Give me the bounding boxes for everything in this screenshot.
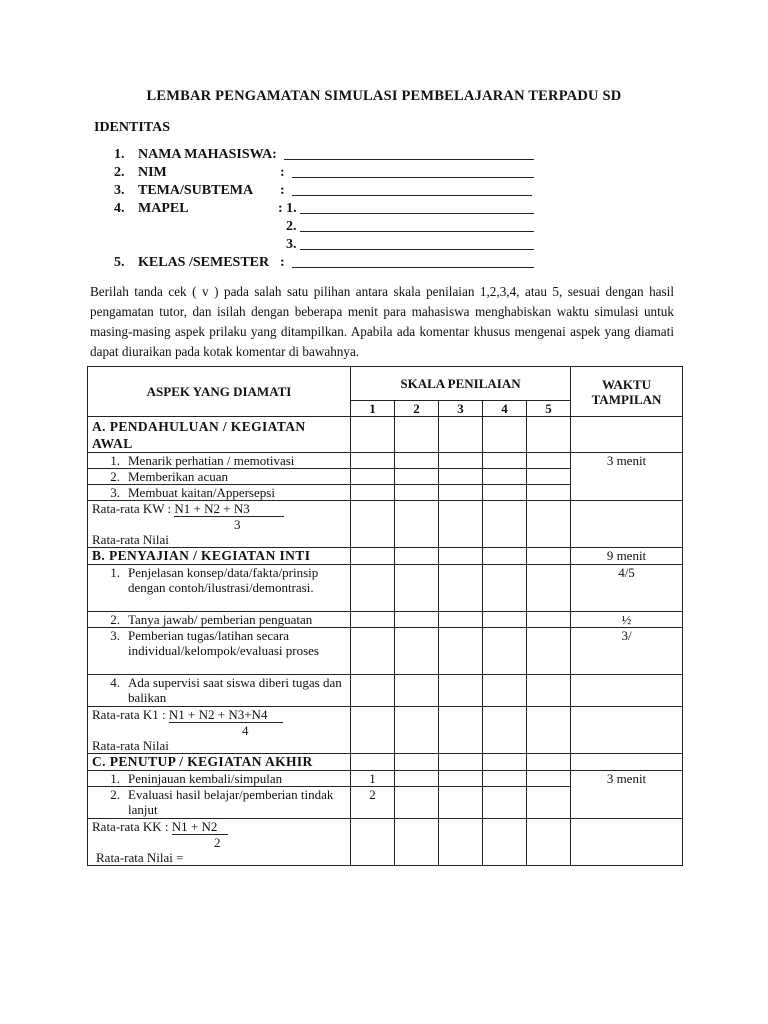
score-cell[interactable]: [351, 675, 395, 707]
waktu-cell[interactable]: [571, 819, 683, 866]
score-cell[interactable]: [439, 675, 483, 707]
score-cell[interactable]: [439, 485, 483, 501]
table-row: 2. Tanya jawab/ pemberian penguatan ½: [88, 612, 683, 628]
score-cell[interactable]: [351, 819, 395, 866]
score-cell[interactable]: [483, 628, 527, 675]
score-cell[interactable]: [351, 548, 395, 565]
score-cell[interactable]: [483, 548, 527, 565]
section-b-waktu[interactable]: 9 menit: [571, 548, 683, 565]
scale-2: 2: [395, 401, 439, 417]
score-cell[interactable]: [483, 754, 527, 771]
header-waktu: WAKTU TAMPILAN: [571, 367, 683, 417]
score-cell[interactable]: [439, 548, 483, 565]
waktu-cell[interactable]: [571, 754, 683, 771]
score-cell[interactable]: [483, 819, 527, 866]
score-cell[interactable]: [483, 612, 527, 628]
mapel-1-field[interactable]: [300, 213, 534, 214]
score-cell[interactable]: [351, 754, 395, 771]
score-cell[interactable]: [439, 453, 483, 469]
score-cell[interactable]: [527, 628, 571, 675]
mapel-3-field[interactable]: [300, 249, 534, 250]
table-row: 2. Memberikan acuan: [88, 469, 683, 485]
score-cell[interactable]: [527, 754, 571, 771]
score-cell[interactable]: [483, 787, 527, 819]
score-cell[interactable]: [351, 612, 395, 628]
score-cell[interactable]: 2: [351, 787, 395, 819]
section-a-row: [88, 417, 683, 453]
score-cell[interactable]: [439, 501, 483, 548]
header-aspek: ASPEK YANG DIAMATI: [88, 367, 351, 417]
section-a-waktu[interactable]: 3 menit: [571, 453, 683, 501]
score-cell[interactable]: [395, 754, 439, 771]
kelas-field[interactable]: [292, 267, 534, 268]
score-cell[interactable]: [395, 675, 439, 707]
score-cell[interactable]: [527, 453, 571, 469]
section-c-rata-rata-row: Rata-rata KK : N1 + N2 2 Rata-rata Nilai =: [88, 819, 683, 866]
section-b-rata-rata-row: Rata-rata K1 : N1 + N2 + N3+N4 4 Rata-rata Nilai: [88, 707, 683, 754]
score-cell[interactable]: [439, 565, 483, 612]
score-cell[interactable]: [439, 787, 483, 819]
section-c-row: [88, 754, 683, 771]
formula-kw: N1 + N2 + N3: [174, 501, 284, 517]
score-cell[interactable]: [527, 707, 571, 754]
score-cell[interactable]: [439, 612, 483, 628]
score-cell[interactable]: [439, 819, 483, 866]
scale-5: 5: [527, 401, 571, 417]
score-cell[interactable]: [351, 417, 395, 453]
section-c-waktu[interactable]: 3 menit: [571, 771, 683, 819]
score-cell[interactable]: [483, 501, 527, 548]
section-b-row: [88, 548, 683, 565]
score-cell[interactable]: [439, 754, 483, 771]
score-cell[interactable]: [527, 771, 571, 787]
score-cell[interactable]: [351, 628, 395, 675]
waktu-cell[interactable]: [571, 707, 683, 754]
score-cell[interactable]: [527, 565, 571, 612]
mapel-2-field[interactable]: [300, 231, 534, 232]
table-row: 3. Membuat kaitan/Appersepsi: [88, 485, 683, 501]
nim-field[interactable]: [292, 177, 534, 178]
table-row: 3. Pemberian tugas/latihan secara individual/kelompok/evaluasi proses 3/: [88, 628, 683, 675]
score-cell[interactable]: [483, 675, 527, 707]
scale-3: 3: [439, 401, 483, 417]
page-title: LEMBAR PENGAMATAN SIMULASI PEMBELAJARAN TERPADU SD: [146, 88, 622, 104]
score-cell[interactable]: [439, 469, 483, 485]
score-cell[interactable]: [527, 469, 571, 485]
score-cell[interactable]: [351, 485, 395, 501]
score-cell[interactable]: [395, 565, 439, 612]
score-cell[interactable]: [439, 417, 483, 453]
score-cell[interactable]: [527, 787, 571, 819]
score-cell[interactable]: [351, 565, 395, 612]
score-cell[interactable]: [483, 417, 527, 453]
score-cell[interactable]: [395, 417, 439, 453]
table-row: 1. Penjelasan konsep/data/fakta/prinsip dengan contoh/ilustrasi/demontrasi. 4/5: [88, 565, 683, 612]
score-cell[interactable]: [395, 469, 439, 485]
score-cell[interactable]: [527, 548, 571, 565]
score-cell[interactable]: [395, 501, 439, 548]
scale-4: 4: [483, 401, 527, 417]
section-a-title: A. PENDAHULUAN / KEGIATAN AWAL: [88, 417, 351, 453]
table-row: 2. Evaluasi hasil belajar/pemberian tindak lanjut 2: [88, 787, 683, 819]
score-cell[interactable]: [351, 453, 395, 469]
score-cell[interactable]: [395, 612, 439, 628]
score-cell[interactable]: [351, 501, 395, 548]
score-cell[interactable]: [527, 612, 571, 628]
score-cell[interactable]: [527, 485, 571, 501]
waktu-cell[interactable]: [571, 417, 683, 453]
instructions-paragraph: Berilah tanda cek ( v ) pada salah satu pilihan antara skala penilaian 1,2,3,4, atau 5, sesuai dengan hasil pengamatan tutor, dan isilah dengan beberapa menit para mahasiswa menghabiskan waktu simulasi untuk masing-masing aspek prilaku yang ditampilkan. Apabila ada komentar khusus mengenai aspek yang diamati dapat diuraikan pada kotak komentar di bawahnya.: [90, 284, 674, 359]
tema-field[interactable]: [292, 195, 532, 196]
section-b-title: B. PENYAJIAN / KEGIATAN INTI: [88, 548, 351, 565]
score-cell[interactable]: 1: [351, 771, 395, 787]
score-cell[interactable]: [527, 819, 571, 866]
identitas-heading: IDENTITAS: [94, 120, 170, 135]
score-cell[interactable]: [395, 548, 439, 565]
table-row: 1. Peninjauan kembali/simpulan 1 3 menit: [88, 771, 683, 787]
score-cell[interactable]: [351, 469, 395, 485]
score-cell[interactable]: [527, 417, 571, 453]
waktu-cell[interactable]: [571, 501, 683, 548]
assessment-table: [87, 366, 683, 866]
section-a-rata-rata-row: Rata-rata KW : N1 + N2 + N3 3 Rata-rata Nilai: [88, 501, 683, 548]
score-cell[interactable]: [483, 485, 527, 501]
scale-1: 1: [351, 401, 395, 417]
formula-k1: N1 + N2 + N3+N4: [169, 707, 283, 723]
score-cell[interactable]: [483, 469, 527, 485]
score-cell[interactable]: [483, 565, 527, 612]
header-skala: SKALA PENILAIAN: [351, 367, 571, 401]
score-cell[interactable]: [395, 453, 439, 469]
score-cell[interactable]: [351, 707, 395, 754]
score-cell[interactable]: [483, 707, 527, 754]
score-cell[interactable]: [483, 453, 527, 469]
score-cell[interactable]: [395, 628, 439, 675]
score-cell[interactable]: [395, 819, 439, 866]
score-cell[interactable]: [527, 501, 571, 548]
score-cell[interactable]: [527, 675, 571, 707]
table-header-row: [88, 367, 683, 401]
formula-kk: N1 + N2: [172, 819, 228, 835]
table-row: 4. Ada supervisi saat siswa diberi tugas dan balikan: [88, 675, 683, 707]
score-cell[interactable]: [395, 485, 439, 501]
nama-field[interactable]: [284, 159, 534, 160]
score-cell[interactable]: [395, 787, 439, 819]
table-row: 1. Menarik perhatian / memotivasi 3 menit: [88, 453, 683, 469]
score-cell[interactable]: [439, 707, 483, 754]
score-cell[interactable]: [439, 628, 483, 675]
section-c-title: C. PENUTUP / KEGIATAN AKHIR: [88, 754, 351, 771]
score-cell[interactable]: [439, 771, 483, 787]
score-cell[interactable]: [483, 771, 527, 787]
score-cell[interactable]: [395, 771, 439, 787]
score-cell[interactable]: [395, 707, 439, 754]
